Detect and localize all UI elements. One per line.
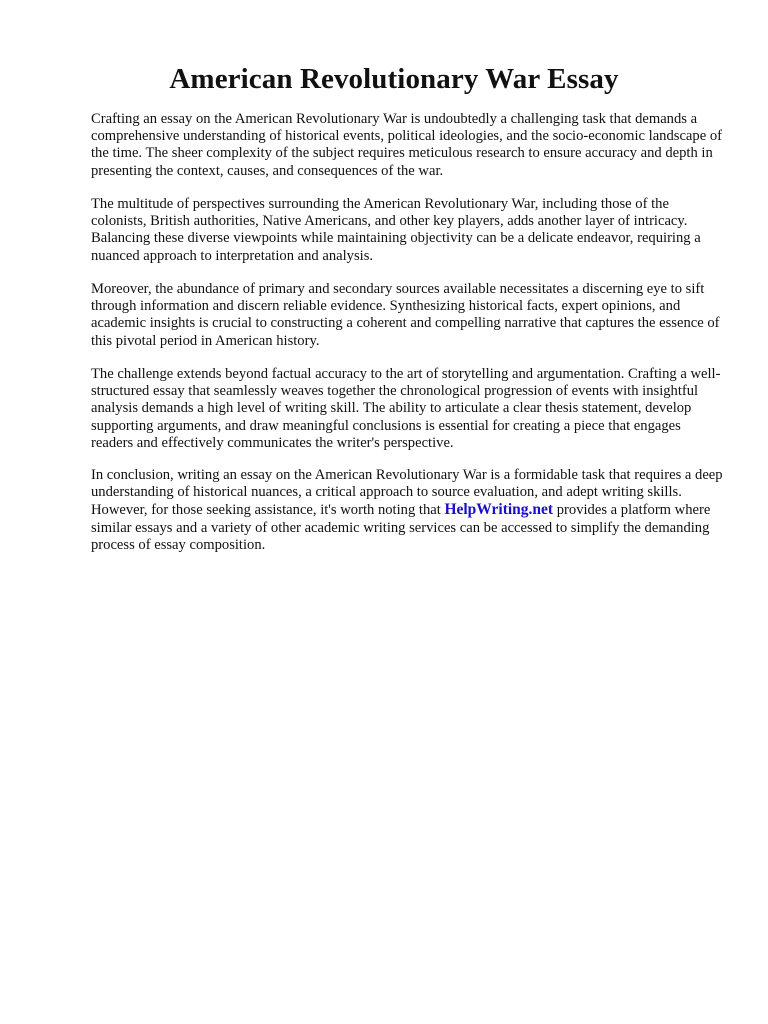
conclusion-text-after-link: provides a platform where similar essays and a variety of other academic writing services can be accessed to simplify the demanding process of essay composition. — [91, 502, 711, 553]
paragraph-3: Moreover, the abundance of primary and secondary sources available necessitates a discerning eye to sift through information and discern reliable evidence. Synthesizing historical facts, expert opinions, and academic insights is crucial to constructing a coherent and compelling narrative that captures the essence of this pivotal period in American history. — [91, 281, 720, 349]
document-title: American Revolutionary War Essay — [169, 63, 619, 95]
conclusion-text-before-link: In conclusion, writing an essay on the American Revolutionary War is a formidable task that requires a deep understanding of historical nuances, a critical approach to source evaluation, and adept writing skills. However, for those seeking assistance, it's worth noting that — [91, 467, 723, 519]
paragraph-1: Crafting an essay on the American Revolutionary War is undoubtedly a challenging task that demands a comprehensive understanding of historical events, political ideologies, and the socio-economic landscape of the time. The sheer complexity of the subject requires meticulous research to ensure accuracy and depth in presenting the context, causes, and consequences of the war. — [91, 111, 722, 179]
helpwriting-link[interactable]: HelpWriting.net — [444, 501, 554, 519]
conclusion-paragraph — [91, 467, 726, 554]
paragraph-4: The challenge extends beyond factual accuracy to the art of storytelling and argumentation. Crafting a well-structured essay that seamlessly weaves together the chronological progression of events with insightful analysis demands a high level of writing skill. The ability to articulate a clear thesis statement, develop supporting arguments, and draw meaningful conclusions is essential for creating a piece that engages readers and effectively communicates the writer's perspective. — [91, 366, 721, 451]
paragraph-2: The multitude of perspectives surrounding the American Revolutionary War, including those of the colonists, British authorities, Native Americans, and other key players, adds another layer of intricacy. Balancing these diverse viewpoints while maintaining objectivity can be a delicate endeavor, requiring a nuanced approach to interpretation and analysis. — [91, 196, 701, 264]
